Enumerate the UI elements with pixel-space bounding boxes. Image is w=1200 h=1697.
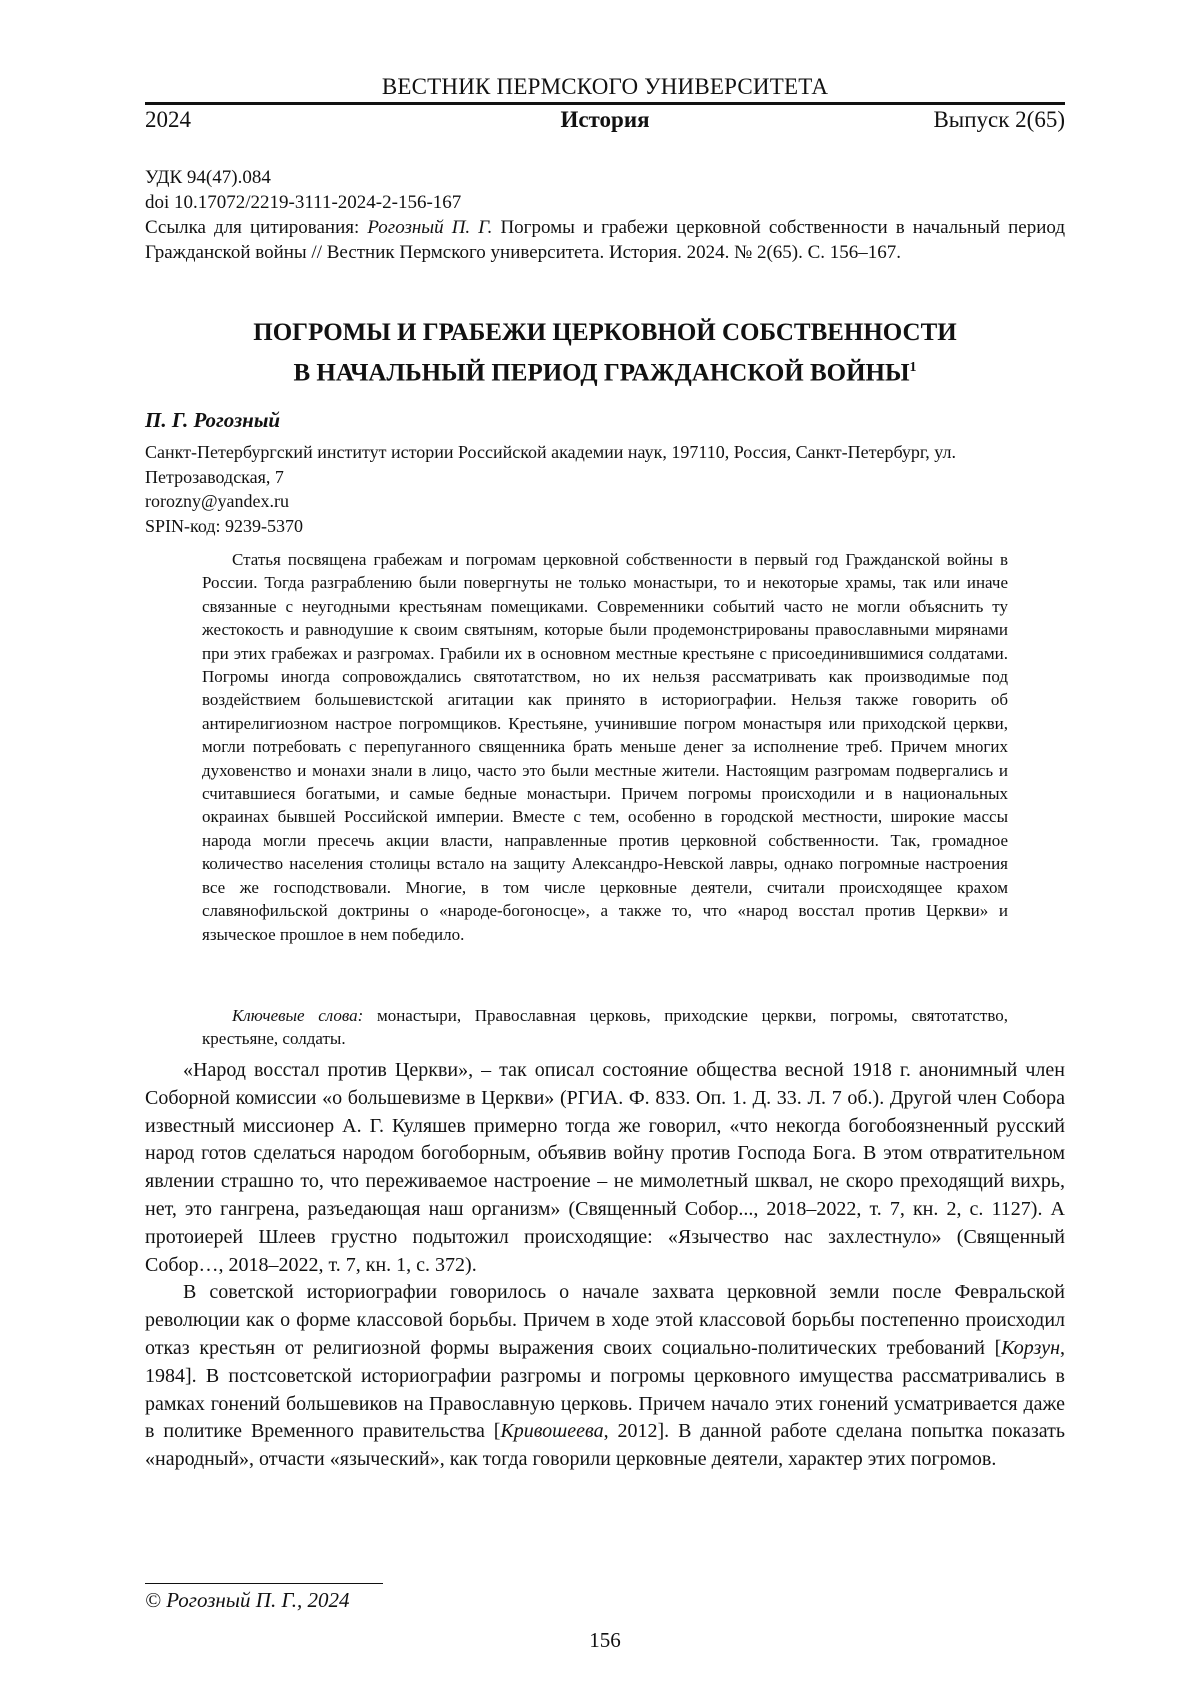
citation-text: Погромы и грабежи церковной собственности в начальный период Гражданской войны // Вестник Пермского университета. История. 2024. № 2(65). С. 156–167. — [145, 217, 1065, 263]
footnote-rule — [145, 1583, 383, 1584]
article-title — [145, 315, 1065, 390]
body-paragraph-1: «Народ восстал против Церкви», – так описал состояние общества весной 1918 г. анонимный член Соборной комиссии «о большевизме в Церкви» (РГИА. Ф. 833. Оп. 1. Д. 33. Л. 7 об.). Другой член Собора известный миссионер А. Г. Куляшев примерно тогда же говорил, «что некогда богобоязненный русский народ готов сделаться народом богоборным, объявив войну против Господа Бога. В этом отвратительном явлении страшно то, что переживаемое настроение – не мимолетный шквал, не скоро преходящий вихрь, нет, это гангрена, разъедающая наш организм» (Священный Собор..., 2018–2022, т. 7, кн. 2, с. 1127). А протоиерей Шлеев грустно подытожил происходящие: «Язычество нас захлестнуло» (Священный Собор…, 2018–2022, т. 7, кн. 1, с. 372). — [145, 1059, 1065, 1276]
journal-title: ВЕСТНИК ПЕРМСКОГО УНИВЕРСИТЕТА — [381, 74, 829, 99]
author-name: П. Г. Рогозный — [145, 408, 281, 432]
header-issue: Выпуск 2(65) — [933, 107, 1065, 132]
udc-code: УДК 94(47).084 — [145, 167, 271, 188]
doi: doi 10.17072/2219-3111-2024-2-156-167 — [145, 192, 462, 213]
keywords-label: Ключевые слова: — [232, 1006, 364, 1025]
keywords-text: монастыри, Православная церковь, приходские церкви, погромы, святотатство, крестьяне, солдаты. — [202, 1006, 1008, 1048]
header-subrow — [145, 107, 1065, 137]
title-line-2-text: В НАЧАЛЬНЫЙ ПЕРИОД ГРАЖДАНСКОЙ ВОЙНЫ — [293, 359, 910, 387]
p2-part-b: , 1984]. В постсоветской историографии разгромы и погромы церковного имущества рассматривались в рамках гонений большевиков на Православную церковь. Причем начало этих гонений усматривается даже в политике Временного правительства [ — [145, 1336, 1065, 1443]
abstract-text: Статья посвящена грабежам и погромам церковной собственности в первый год Гражданской войны в России. Тогда разграблению были повергнуты не только монастыри, то и некоторые храмы, так или иначе связанные с неугодными крестьянам помещиками. Современники событий часто не могли объяснить ту жестокость и равнодушие к своим святыням, которые были продемонстрированы православными мирянами при этих грабежах и разгромах. Грабили их в основном местные крестьяне с присоединившимися солдатами. Погромы иногда сопровождались святотатством, но их нельзя рассматривать как производимые под воздействием большевистской агитации как принято в историографии. Нельзя также говорить об антирелигиозном настрое погромщиков. Крестьяне, учинившие погром монастыря или приходской церкви, могли потребовать с перепуганного священника брать меньше денег за исполнение треб. Причем многих духовенство и монахи знали в лицо, часто это были местные жители. Настоящим разгромам подвергались и считавшиеся богатыми, и самые бедные монастыри. Причем погромы происходили и в национальных окраинах бывшей Российской империи. Вместе с тем, особенно в городской местности, широкие массы народа могли пресечь акции власти, направленные против церковной собственности. Так, громадное количество населения столицы встало на защиту Александро-Невской лавры, однако погромные настроения все же господствовали. Многие, в том числе церковные деятели, считали происходящее крахом славянофильской доктрины о «народе-богоносце», а также то, что «народ восстал против Церкви» и языческое прошлое в нем победило. — [202, 550, 1008, 944]
header-rule — [145, 102, 1065, 105]
header-year: 2024 — [145, 107, 191, 132]
header-section: История — [560, 107, 650, 132]
author-affiliation-block — [145, 440, 1065, 538]
abstract — [202, 548, 1008, 946]
article-meta — [145, 165, 1065, 265]
citation-author: Рогозный П. Г. — [367, 217, 493, 238]
keywords — [202, 1004, 1008, 1050]
author-affiliation: Санкт-Петербургский институт истории Российской академии наук, 197110, Россия, Санкт-Петербург, ул. Петрозаводская, 7 — [145, 442, 956, 487]
reference-korzun: Корзун — [1001, 1336, 1060, 1359]
title-footnote-mark: 1 — [909, 360, 917, 375]
title-line-1: ПОГРОМЫ И ГРАБЕЖИ ЦЕРКОВНОЙ СОБСТВЕННОСТИ — [253, 319, 957, 346]
reference-krivosheeva: Кривошеева — [500, 1420, 604, 1443]
page-number: 156 — [589, 1628, 621, 1652]
copyright: © Рогозный П. Г., 2024 — [145, 1588, 350, 1612]
author-email: rorozny@yandex.ru — [145, 491, 290, 511]
p2-part-a: В советской историографии говорилось о начале захвата церковной земли после Февральской революции как о форме классовой борьбы. Причем в ходе этой классовой борьбы постепенно происходил отказ крестьян от религиозной формы выражения своих социально-политических требований [ — [145, 1281, 1065, 1359]
citation-prefix: Ссылка для цитирования: — [145, 217, 368, 238]
body-paragraph-2 — [145, 1279, 1065, 1474]
p2-part-c: , 2012]. В данной работе сделана попытка показать «народный», отчасти «языческий», как тогда говорили церковные деятели, характер этих погромов. — [145, 1420, 1065, 1471]
citation — [145, 215, 1065, 265]
title-line-2 — [145, 350, 1065, 390]
author-spin: SPIN-код: 9239-5370 — [145, 515, 303, 536]
article-body — [145, 1057, 1065, 1474]
